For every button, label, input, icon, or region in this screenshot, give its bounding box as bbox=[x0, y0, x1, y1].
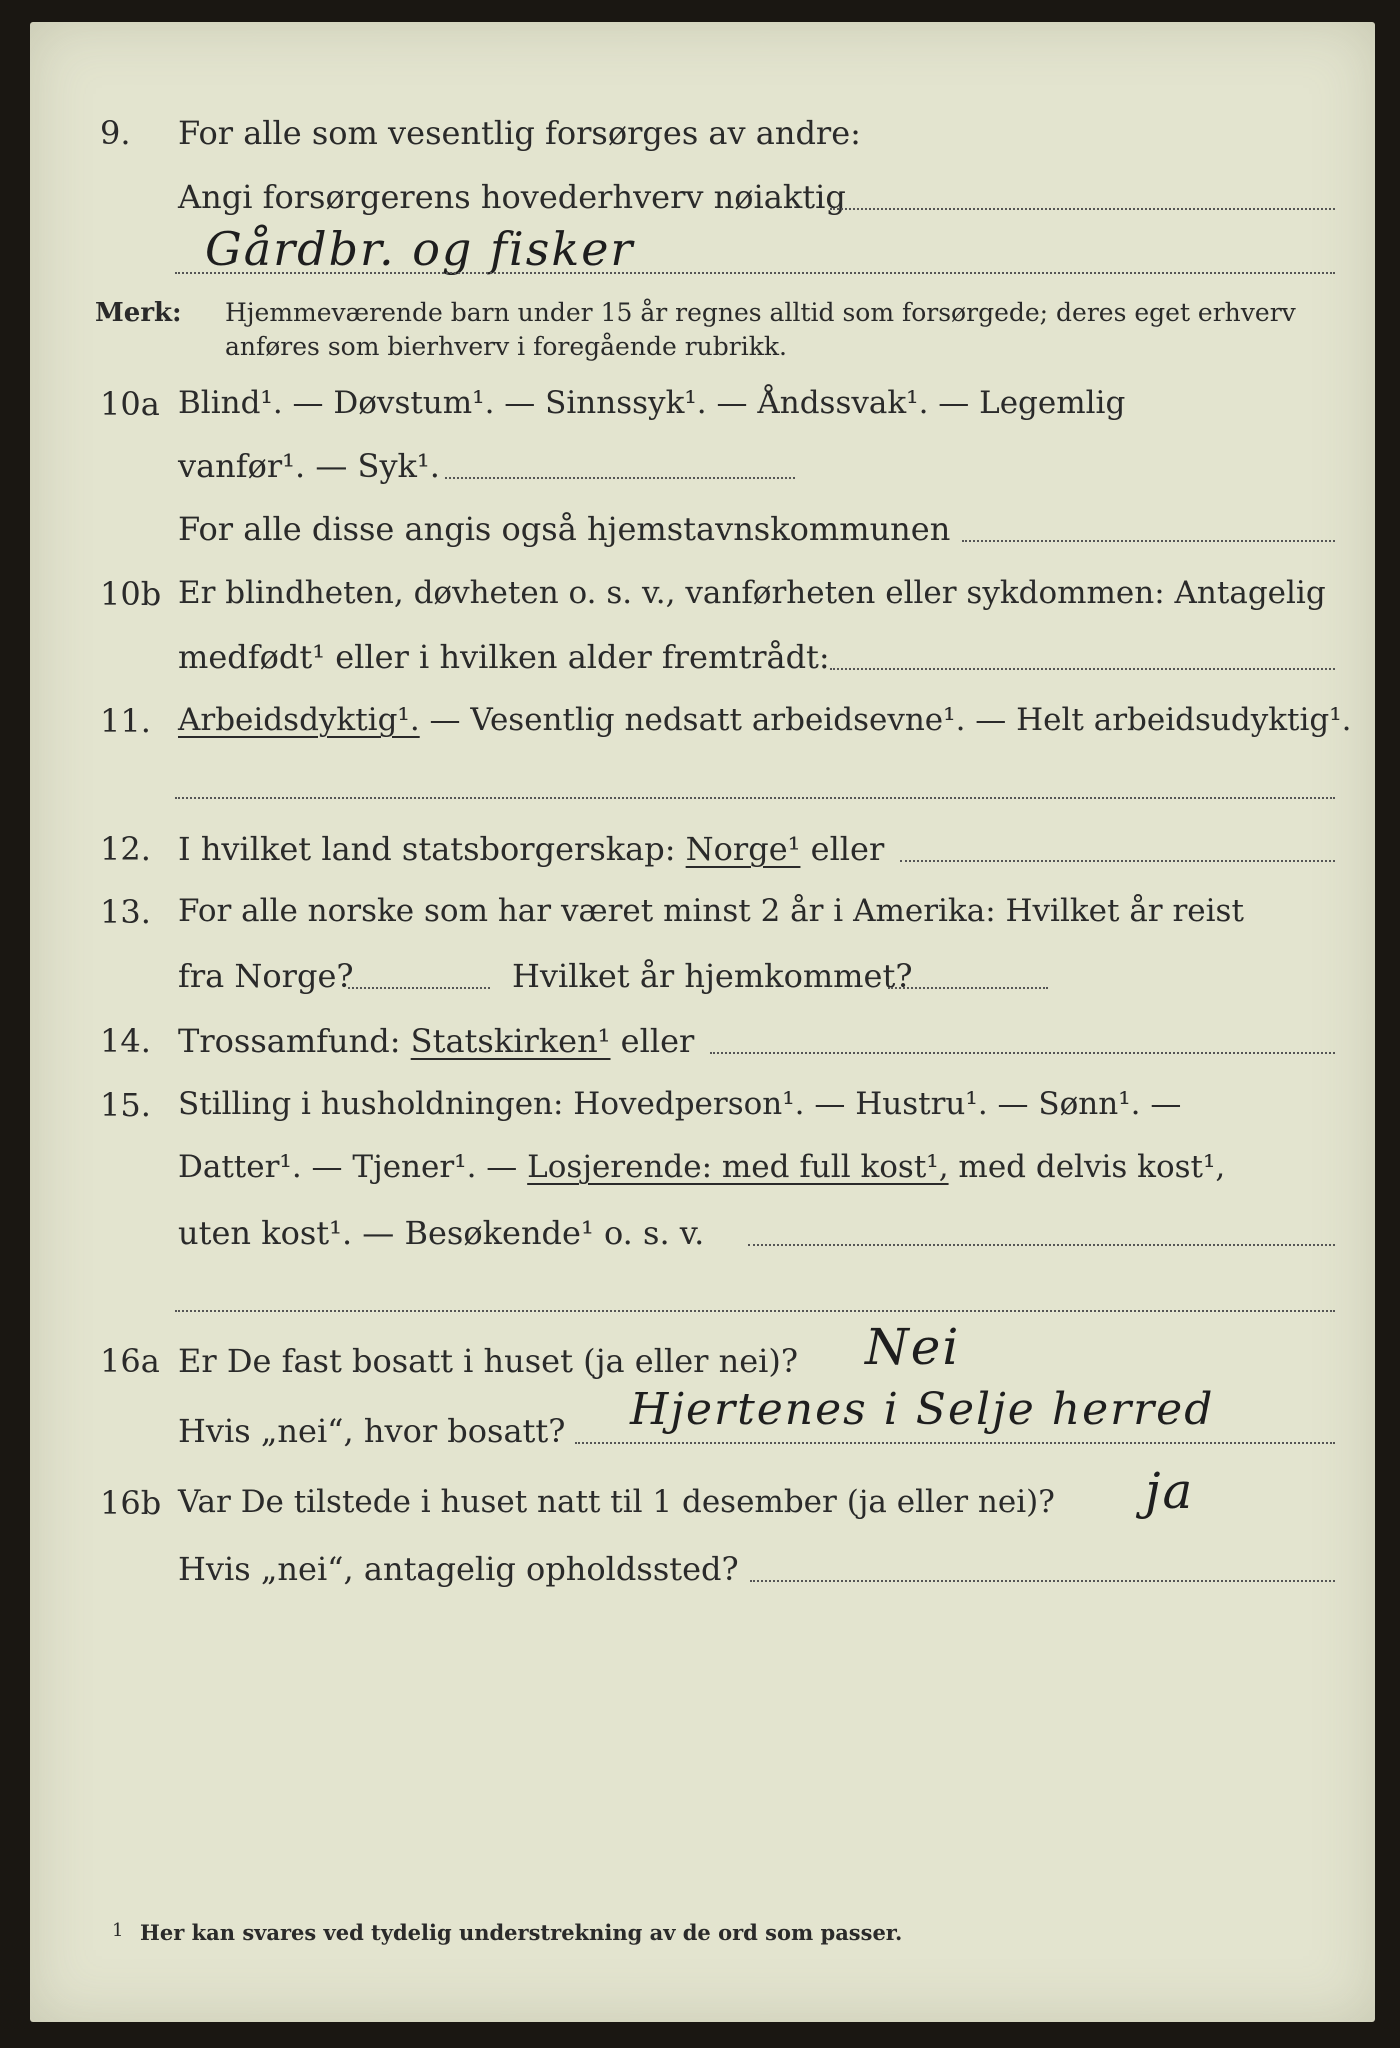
q15-underlined-choice: Losjerende: med full kost¹, bbox=[527, 1149, 949, 1185]
q16a-handwritten-answer2: Hjertenes i Selje herred bbox=[630, 1384, 1215, 1435]
q10a-line2: vanfør¹. — Syk¹. bbox=[178, 447, 440, 485]
q14-rest: eller bbox=[610, 1022, 695, 1060]
q9-number: 9. bbox=[100, 114, 131, 152]
footnote-mark: 1 bbox=[112, 1920, 124, 1941]
q13-number: 13. bbox=[100, 893, 151, 931]
q16b-line1: Var De tilstede i huset natt til 1 desember (ja eller nei)? bbox=[178, 1484, 1055, 1520]
q13-line2b: Hvilket år hjemkommet? bbox=[512, 957, 913, 995]
q10a-row3 bbox=[30, 510, 1375, 562]
q16a-number: 16a bbox=[100, 1342, 160, 1380]
q10a-number: 10a bbox=[100, 385, 160, 423]
q9-answer-dotted-line bbox=[175, 272, 1335, 274]
q10b-row2 bbox=[30, 638, 1375, 690]
q15-row3 bbox=[30, 1214, 1375, 1266]
q12-rest: eller bbox=[800, 830, 885, 868]
q10a-syk-answer-line bbox=[445, 447, 795, 479]
q14-line bbox=[178, 1022, 694, 1060]
q16b-opholdssted-answer-line bbox=[750, 1550, 1335, 1582]
q13-reist-answer-line bbox=[348, 957, 490, 989]
q14-number: 14. bbox=[100, 1022, 151, 1060]
q10b-line2: medfødt¹ eller i hvilken alder fremtrådt: bbox=[178, 638, 830, 676]
q12-answer-line bbox=[900, 830, 1335, 862]
q14-answer-line bbox=[710, 1022, 1335, 1054]
q13-line1: For alle norske som har været minst 2 år i Amerika: Hvilket år reist bbox=[178, 893, 1244, 929]
q10b-row1 bbox=[30, 575, 1375, 627]
q11-number: 11. bbox=[100, 702, 151, 740]
q10a-row1 bbox=[30, 385, 1375, 437]
q16a-handwritten-answer1: Nei bbox=[865, 1318, 961, 1376]
q12-text: I hvilket land statsborgerskap: bbox=[178, 830, 686, 868]
q16b-line2: Hvis „nei“, antagelig opholdssted? bbox=[178, 1550, 739, 1588]
q15-row2 bbox=[30, 1149, 1375, 1201]
q15-line2b: med delvis kost¹, bbox=[948, 1149, 1226, 1185]
q10b-answer-line bbox=[830, 638, 1335, 670]
q12-underlined-choice: Norge¹ bbox=[685, 830, 801, 868]
q16a-line2: Hvis „nei“, hvor bosatt? bbox=[178, 1412, 566, 1450]
q16b-number: 16b bbox=[100, 1484, 162, 1522]
q15-line1: Stilling i husholdningen: Hovedperson¹. — Hustru¹. — Sønn¹. — bbox=[178, 1086, 1182, 1122]
q15-line2a: Datter¹. — Tjener¹. — bbox=[178, 1149, 528, 1185]
merk-label: Merk: bbox=[95, 298, 182, 328]
q13-line2a: fra Norge? bbox=[178, 957, 354, 995]
q15-number: 15. bbox=[100, 1086, 151, 1124]
q16b-handwritten-answer1: ja bbox=[1145, 1462, 1195, 1520]
q13-hjemkommet-answer-line bbox=[888, 957, 1048, 989]
q11-underlined-choice: Arbeidsdyktig¹. bbox=[178, 702, 420, 738]
q15-answer-line bbox=[748, 1214, 1335, 1246]
q12-line bbox=[178, 830, 884, 868]
q11-answer-dotted-line bbox=[175, 797, 1335, 799]
q11-line bbox=[178, 702, 1352, 738]
q12-row bbox=[30, 830, 1375, 882]
q12-number: 12. bbox=[100, 830, 151, 868]
q11-rest: — Vesentlig nedsatt arbeidsevne¹. — Helt arbeidsudyktig¹. bbox=[419, 702, 1352, 738]
q14-underlined-choice: Statskirken¹ bbox=[410, 1022, 611, 1060]
q9-row bbox=[30, 114, 1375, 166]
q15-row1 bbox=[30, 1086, 1375, 1138]
q15-line2 bbox=[178, 1149, 1225, 1185]
q10a-line3: For alle disse angis også hjemstavnskommunen bbox=[178, 510, 951, 548]
q10a-line1: Blind¹. — Døvstum¹. — Sinnssyk¹. — Åndssvak¹. — Legemlig bbox=[178, 385, 1126, 421]
q15-line3: uten kost¹. — Besøkende¹ o. s. v. bbox=[178, 1214, 705, 1252]
q15-answer-dotted-line bbox=[175, 1310, 1335, 1312]
merk-line2: anføres som bierhverv i foregående rubrikk. bbox=[225, 332, 787, 361]
q10b-line1: Er blindheten, døvheten o. s. v., vanførheten eller sykdommen: Antagelig bbox=[178, 575, 1326, 611]
footnote-text: Her kan svares ved tydelig understrekning av de ord som passer. bbox=[140, 1920, 903, 1945]
q16b-row2 bbox=[30, 1550, 1375, 1602]
merk-line1: Hjemmeværende barn under 15 år regnes alltid som forsørgede; deres eget erhverv bbox=[225, 298, 1296, 327]
q9-line2: Angi forsørgerens hovederhverv nøiaktig bbox=[178, 178, 846, 216]
census-form-page bbox=[30, 22, 1375, 2022]
q10b-number: 10b bbox=[100, 575, 162, 613]
q9-handwritten-answer: Gårdbr. og fisker bbox=[205, 222, 635, 276]
q13-row1 bbox=[30, 893, 1375, 945]
q16a-line1: Er De fast bosatt i huset (ja eller nei)? bbox=[178, 1342, 799, 1380]
q9-line1: For alle som vesentlig forsørges av andre: bbox=[178, 114, 861, 152]
q13-row2 bbox=[30, 957, 1375, 1009]
q9-answer-line bbox=[830, 178, 1335, 210]
q11-row bbox=[30, 702, 1375, 754]
q14-text: Trossamfund: bbox=[178, 1022, 411, 1060]
q10a-kommune-answer-line bbox=[962, 510, 1335, 542]
merk-row2 bbox=[30, 332, 1375, 384]
q14-row bbox=[30, 1022, 1375, 1074]
q10a-row2 bbox=[30, 447, 1375, 499]
